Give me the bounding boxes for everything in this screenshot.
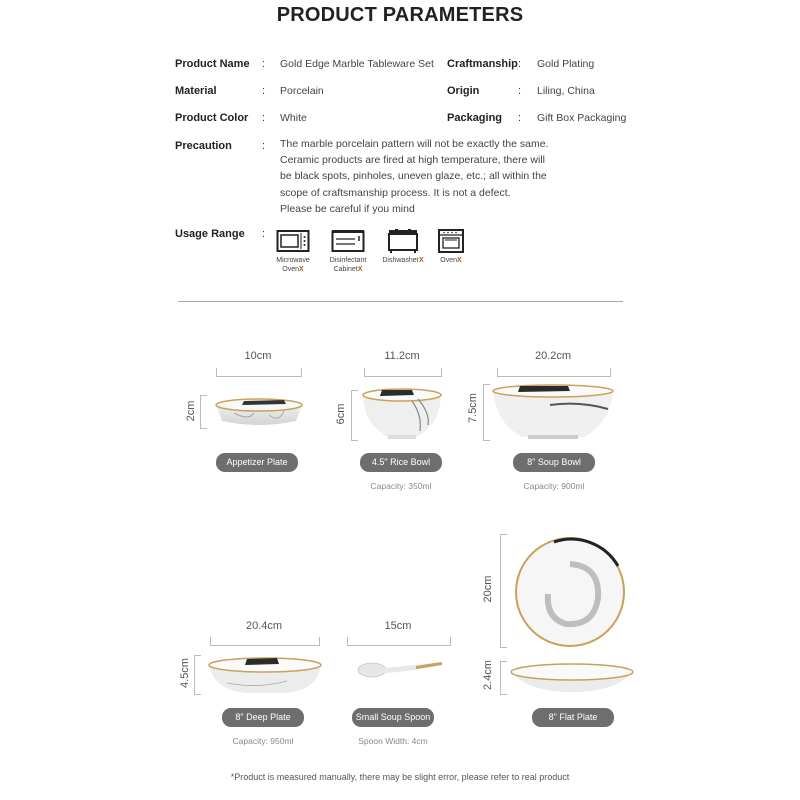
height-dimension: 4.5cm — [179, 658, 191, 688]
footnote: *Product is measured manually, there may be slight error, please refer to real product — [230, 772, 570, 782]
product-label-soup-bowl: 8" Soup Bowl — [513, 453, 595, 472]
height-bracket — [483, 384, 490, 441]
height-bracket — [351, 390, 358, 441]
deep-plate-image — [207, 655, 323, 695]
colon: : — [518, 112, 522, 124]
usage-label: Cabinet — [333, 266, 358, 273]
width-bracket — [210, 637, 320, 646]
width-dimension: 20.2cm — [534, 350, 572, 362]
param-value-packaging: Gift Box Packaging — [537, 112, 627, 124]
width-dimension: 15cm — [384, 620, 412, 632]
height-dimension: 2.4cm — [482, 660, 494, 690]
soup-spoon-image — [356, 656, 446, 684]
dishwasher-icon — [386, 229, 420, 253]
precaution-line: The marble porcelain pattern will not be exactly the same. — [280, 138, 549, 150]
product-label-soup-spoon: Small Soup Spoon — [352, 708, 434, 727]
appetizer-plate-image — [214, 393, 304, 429]
param-value-product-color: White — [280, 112, 307, 124]
not-supported-mark: X — [357, 266, 363, 273]
usage-label: Microwave — [276, 257, 310, 264]
param-label-product-name: Product Name — [175, 58, 250, 70]
colon: : — [262, 112, 266, 124]
param-label-product-color: Product Color — [175, 112, 249, 124]
not-supported-mark: X — [299, 266, 304, 273]
height-dimension: 6cm — [335, 403, 347, 425]
param-label-material: Material — [175, 85, 217, 97]
usage-item-oven — [418, 229, 481, 265]
width-dimension: 20.4cm — [245, 620, 283, 632]
soup-bowl-image — [490, 383, 616, 441]
colon: : — [518, 85, 522, 97]
param-label-origin: Origin — [447, 85, 480, 97]
param-value-origin: Liling, China — [537, 85, 595, 97]
height-dimension: 2cm — [185, 400, 197, 422]
height-bracket — [194, 655, 201, 695]
section-divider — [178, 301, 623, 302]
colon: : — [518, 58, 522, 70]
height-bracket — [500, 534, 507, 648]
flat-plate-side-image — [508, 660, 636, 696]
colon: : — [262, 140, 266, 152]
width-dimension: 10cm — [244, 350, 272, 362]
page-title: PRODUCT PARAMETERS — [276, 4, 524, 26]
height-bracket — [200, 395, 207, 429]
product-note: Capacity: 900ml — [523, 481, 585, 491]
product-label-flat-plate: 8" Flat Plate — [532, 708, 614, 727]
precaution-line: Ceramic products are fired at high temperature, there will — [280, 154, 545, 167]
precaution-line: Please be careful if you mind — [280, 202, 415, 215]
param-value-material: Porcelain — [280, 85, 324, 97]
precaution-line: be black spots, pinholes, uneven glaze, etc.; all within the — [280, 170, 547, 183]
width-bracket — [347, 637, 451, 646]
product-label-rice-bowl: 4.5" Rice Bowl — [360, 453, 442, 472]
param-label-packaging: Packaging — [447, 112, 503, 124]
width-bracket — [216, 368, 302, 377]
disinfectant-cabinet-icon — [331, 229, 365, 253]
product-label-deep-plate: 8" Deep Plate — [222, 708, 304, 727]
not-supported-mark: X — [457, 257, 462, 264]
usage-item-microwave — [263, 229, 323, 274]
param-value-craftmanship: Gold Plating — [537, 58, 595, 70]
param-value-product-name: Gold Edge Marble Tableware Set — [280, 58, 434, 70]
usage-label: Oven — [282, 266, 300, 273]
diameter-dimension: 20cm — [482, 575, 494, 603]
width-bracket — [364, 368, 442, 377]
product-note: Spoon Width: 4cm — [358, 736, 428, 746]
param-label-craftmanship: Craftmanship — [447, 58, 518, 70]
width-dimension: 11.2cm — [384, 350, 420, 362]
height-dimension: 7.5cm — [467, 393, 479, 423]
height-bracket — [500, 661, 507, 695]
colon: : — [262, 85, 266, 97]
product-label-appetizer-plate: Appetizer Plate — [216, 453, 298, 472]
not-supported-mark: X — [418, 257, 424, 264]
width-bracket — [497, 368, 611, 377]
colon: : — [262, 58, 266, 70]
microwave-icon — [276, 229, 310, 253]
product-note: Capacity: 950ml — [232, 736, 294, 746]
usage-range-label: Usage Range — [175, 228, 245, 240]
flat-plate-top-image — [514, 536, 626, 648]
oven-icon — [434, 229, 468, 253]
rice-bowl-image — [360, 385, 444, 443]
usage-label: Dishwasher — [382, 257, 419, 264]
precaution-line: scope of craftsmanship process. It is not a defect. — [280, 186, 511, 199]
colon: : — [262, 228, 266, 240]
precaution-label: Precaution — [175, 140, 232, 152]
product-note: Capacity: 350ml — [370, 481, 432, 491]
usage-item-disinfectant-cabinet — [318, 229, 378, 274]
precaution-text — [280, 136, 580, 217]
usage-label: Disinfectant — [329, 257, 367, 264]
usage-label: Oven — [440, 257, 458, 264]
